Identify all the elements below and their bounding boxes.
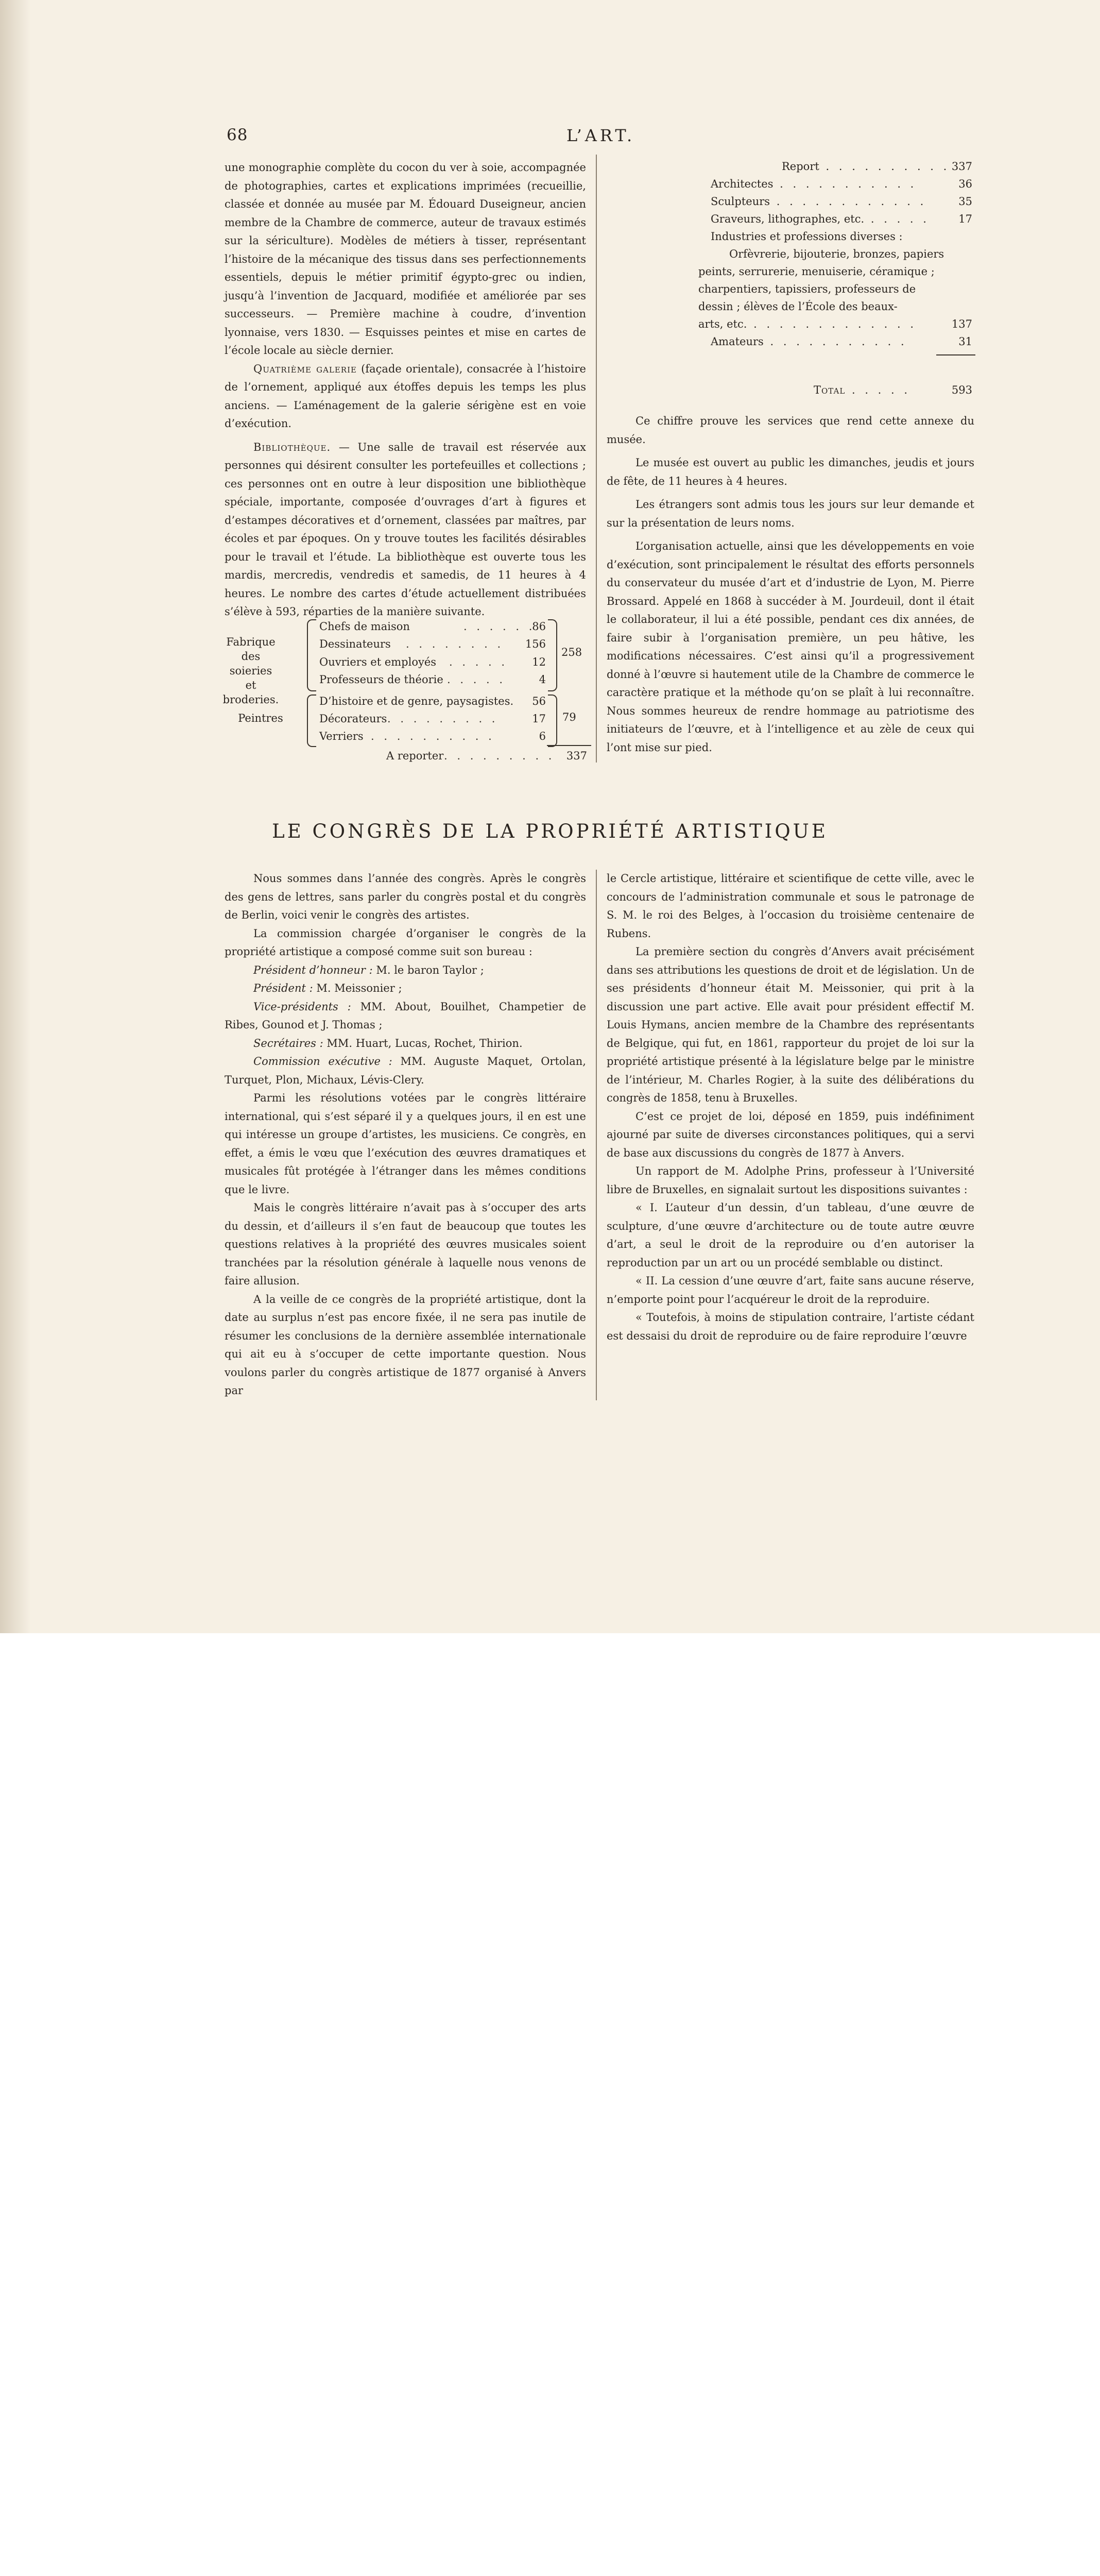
leader-dots: . . . . . . . . . . bbox=[819, 160, 950, 173]
list-row bbox=[711, 333, 907, 350]
list-row bbox=[711, 245, 944, 263]
paragraph: La commission chargée d’organiser le congrès de la propriété artistique a composé comme suit son bureau : bbox=[225, 927, 586, 958]
left-brace bbox=[307, 694, 316, 747]
paragraph: C’est ce projet de loi, déposé en 1859, puis indéfiniment ajourné par suite de diverses circonstances politiques, qui a servi de base aux discussions du congrès de 1877 à Anvers. bbox=[607, 1110, 974, 1159]
group-label-peintres: Peintres bbox=[238, 712, 283, 724]
lead-in: Bibliothèque. bbox=[253, 440, 331, 453]
paragraph: le Cercle artistique, littéraire et scientifique de cette ville, avec le concours de l’administration communale et sous le patronage de S. M. le roi des Belges, à l’occasion du troisième centenaire de Rubens. bbox=[607, 872, 974, 940]
row-label: Professeurs de théorie bbox=[319, 673, 443, 686]
section-title: LE CONGRÈS DE LA PROPRIÉTÉ ARTISTIQUE bbox=[272, 820, 828, 842]
row-label: Orfèvrerie, bijouterie, bronzes, papiers bbox=[729, 248, 944, 260]
row-label: Ouvriers et employés bbox=[319, 656, 437, 668]
column-divider bbox=[596, 870, 597, 1400]
list-row bbox=[711, 193, 926, 210]
bottom-right-column bbox=[607, 870, 974, 1345]
paragraph: Mais le congrès littéraire n’avait pas à s’occuper des arts du dessin, et d’ailleurs il s’en faut de beaucoup que toutes les questions relatives à la propriété des œuvres musicales soient tranchées par la résolution générale à laquelle nous venons de faire allusion. bbox=[225, 1201, 586, 1287]
row-label: Total bbox=[814, 384, 846, 396]
list-row bbox=[782, 158, 950, 175]
row-label: arts, etc. bbox=[698, 318, 747, 330]
paragraph: Nous sommes dans l’année des congrès. Après le congrès des gens de lettres, sans parler du congrès postal et du congrès de Berlin, voici venir le congrès des artistes. bbox=[225, 872, 586, 921]
paragraph-text: — Une salle de travail est réservée aux personnes qui désirent consulter les portefeuilles et collections ; ces personnes ont en outre à leur disposition une bibliothèque spéciale, importante, composée d’ouvrages d’art à figures et d’estampes décoratives et d’ornement, classées par maîtres, par écoles et par époques. On y trouve toutes les facilités désirables pour le travail et l’étude. La bibliothèque est ouverte tous les mardis, mercredis, vendredis et samedis, de 11 heures à 4 heures. Le nombre des cartes d’étude actuellement distribuées s’élève à 593, réparties de la manière suivante. bbox=[225, 440, 586, 618]
page-edge-shadow bbox=[0, 0, 31, 1633]
row-label: Chefs de maison bbox=[319, 620, 410, 633]
row-label: A reporter bbox=[386, 750, 444, 762]
paragraph: Ce chiffre prouve les services que rend cette annexe du musée. bbox=[607, 415, 974, 446]
row-label: charpentiers, tapissiers, professeurs de bbox=[698, 283, 916, 295]
leader-dots: . . . . . . . . . . bbox=[371, 730, 495, 742]
leader-dots: . . . . . bbox=[845, 384, 911, 396]
leader-dots: . . . . . . . . . bbox=[387, 713, 499, 725]
paragraph bbox=[225, 1035, 586, 1053]
row-value: 56 bbox=[532, 695, 546, 707]
bottom-left-column bbox=[225, 870, 586, 1400]
row-label: peints, serrurerie, menuiserie, céramique ; bbox=[698, 265, 935, 278]
top-left-column bbox=[225, 159, 586, 621]
group-label-soieries: Fabrique des soieries et broderies. bbox=[222, 636, 279, 706]
row-value: 86 bbox=[532, 620, 546, 633]
leader-dots: . . . . . . . . . bbox=[444, 750, 555, 762]
paragraph bbox=[225, 360, 586, 433]
list-row bbox=[711, 228, 903, 245]
row-value: 137 bbox=[951, 318, 972, 330]
row-label: Amateurs bbox=[711, 335, 764, 348]
paragraph-text: M. le baron Taylor ; bbox=[372, 963, 484, 976]
paragraph: Le musée est ouvert au public les dimanches, jeudis et jours de fête, de 11 heures à 4 heures. bbox=[607, 456, 974, 487]
row-value: 36 bbox=[958, 178, 972, 190]
top-right-column bbox=[607, 412, 974, 757]
leader-dots: . . . . . . . . . . . bbox=[773, 178, 917, 190]
paragraph-text: MM. About, Bouilhet, Champetier de Ribes, Gounod et J. Thomas ; bbox=[225, 1000, 587, 1031]
row-value: 4 bbox=[539, 673, 546, 686]
list-row bbox=[698, 280, 916, 298]
row-label: Architectes bbox=[711, 178, 774, 190]
leader-dots: . . . . . . . . . . . . . bbox=[747, 318, 917, 330]
row-value: 337 bbox=[566, 750, 587, 762]
leader-dots: . . . . . bbox=[864, 213, 930, 225]
paragraph: « I. L’auteur d’un dessin, d’un tableau, d’une œuvre de sculpture, d’une œuvre d’architecture ou de toute autre œuvre d’art, a seul le droit de la reproduire ou d’en autoriser la reproduction par un art ou un procédé semblable ou distinct. bbox=[607, 1201, 974, 1269]
row-label: Report bbox=[782, 160, 819, 173]
row-value: 6 bbox=[539, 730, 546, 742]
row-value: 17 bbox=[532, 713, 546, 725]
paragraph bbox=[225, 438, 586, 621]
paragraph bbox=[225, 1053, 586, 1089]
row-value: 35 bbox=[958, 195, 972, 208]
row-value: 156 bbox=[525, 638, 546, 650]
paragraph bbox=[225, 961, 586, 980]
row-label: Graveurs, lithographes, etc. bbox=[711, 213, 865, 225]
paragraph: Les étrangers sont admis tous les jours sur leur demande et sur la présentation de leurs noms. bbox=[607, 498, 974, 529]
leader-dots: . . . . . . . . bbox=[406, 638, 504, 650]
paragraph-text: MM. Auguste Maquet, Ortolan, Turquet, Plon, Michaux, Lévis-Clery. bbox=[225, 1055, 586, 1086]
row-value: 593 bbox=[951, 384, 972, 396]
paragraph: « II. La cession d’une œuvre d’art, faite sans aucune réserve, n’emporte point pour l’acquéreur le droit de la reproduire. bbox=[607, 1275, 974, 1306]
paragraph bbox=[225, 998, 586, 1035]
page-number: 68 bbox=[227, 126, 248, 144]
paragraph-text: (façade orientale), consacrée à l’histoire de l’ornement, appliqué aux étoffes depuis les temps les plus anciens. — L’aménagement de la galerie sérigène est en voie d’exécution. bbox=[225, 362, 586, 430]
footer-bar bbox=[0, 1633, 1100, 1724]
leader-dots: . . . . . . bbox=[463, 620, 536, 633]
paragraph: La première section du congrès d’Anvers avait précisément dans ses attributions les questions de droit et de législation. Un de ses présidents d’honneur était M. Meissonier, qui prit à la discussion une part active. Elle avait pour président effectif M. Louis Hymans, ancien membre de la Chambre des représentants de Belgique, qui fut, en 1861, rapporteur du projet de loi sur la propriété artistique présenté à la législature belge par le ministre de l’intérieur, M. Charles Rogier, à la suite des délibérations du congrès de 1858, tenu à Bruxelles. bbox=[607, 945, 974, 1104]
right-brace bbox=[548, 694, 557, 747]
row-value: 17 bbox=[958, 213, 972, 225]
lead-in: Vice-présidents : bbox=[253, 1000, 351, 1013]
row-value: 337 bbox=[951, 160, 972, 173]
lead-in: Commission exécutive : bbox=[253, 1055, 392, 1067]
list-row bbox=[698, 298, 898, 315]
row-label: Décorateurs bbox=[319, 713, 387, 725]
row-value: 12 bbox=[532, 656, 546, 668]
paragraph-text: M. Meissonier ; bbox=[313, 982, 402, 994]
paragraph-text: MM. Huart, Lucas, Rochet, Thirion. bbox=[323, 1037, 523, 1049]
group-total: 258 bbox=[561, 646, 582, 658]
left-brace bbox=[307, 619, 316, 691]
lead-in: Secrétaires : bbox=[253, 1037, 323, 1049]
lead-in: Président d’honneur : bbox=[253, 963, 373, 976]
leader-dots: . . . . . bbox=[447, 673, 506, 686]
row-label: dessin ; élèves de l’École des beaux- bbox=[698, 300, 898, 313]
lead-in: Quatrième galerie bbox=[253, 362, 357, 375]
right-brace bbox=[548, 619, 557, 691]
row-label: Dessinateurs bbox=[319, 638, 391, 650]
list-row bbox=[698, 263, 935, 280]
row-label: D’histoire et de genre, paysagistes. bbox=[319, 695, 514, 707]
paragraph: L’organisation actuelle, ainsi que les développements en voie d’exécution, sont principalement le résultat des efforts personnels du conservateur du musée d’art et d’industrie de Lyon, M. Pierre Brossard. Appelé en 1868 à succéder à M. Jourdeuil, dont il était le collaborateur, il lui a été possible, pendant ces dix années, de faire subir à l’organisation première, un peu hâtive, les modifications nécessaires. C’est ainsi qu’il a progressivement donné à l’œuvre si hautement utile de la Chambre de commerce le caractère pratique et la méthode qu’on se plaît à lui reconnaître. Nous sommes heureux de rendre hommage au patriotisme des initiateurs de l’œuvre, et à l’intelligence et au zèle de ceux qui l’ont mise sur pied. bbox=[607, 540, 974, 754]
row-label: Industries et professions diverses : bbox=[711, 230, 903, 243]
list-row bbox=[698, 315, 917, 333]
list-row bbox=[711, 210, 930, 228]
paragraph: Un rapport de M. Adolphe Prins, professeur à l’Université libre de Bruxelles, en signalait surtout les dispositions suivantes : bbox=[607, 1165, 974, 1196]
paragraph bbox=[225, 979, 586, 998]
lead-in: Président : bbox=[253, 982, 313, 994]
list-row bbox=[711, 175, 917, 193]
running-title: L’ART. bbox=[566, 126, 635, 145]
row-label: Verriers bbox=[319, 730, 364, 742]
leader-dots: . . . . . bbox=[449, 656, 508, 668]
paragraph: une monographie complète du cocon du ver à soie, accompagnée de photographies, cartes et explications imprimées (recueillie, classée et donnée au musée par M. Édouard Duseigneur, ancien membre de la Chambre de commerce, auteur de travaux estimés sur la sériculture). Modèles de métiers à tisser, représentant l’histoire de la mécanique des tissus dans ses perfectionnements essentiels, depuis le métier primitif égypto-grec ou indien, jusqu’à l’invention de Jacquard, modifiée et améliorée par ses successeurs. — Première machine à coudre, d’invention lyonnaise, vers 1830. — Esquisses peintes et mise en cartes de l’école locale au siècle dernier. bbox=[225, 161, 586, 357]
leader-dots: . . . . . . . . . . . bbox=[763, 335, 907, 348]
sum-rule bbox=[547, 745, 591, 746]
sum-rule bbox=[936, 354, 975, 355]
group-total: 79 bbox=[562, 711, 576, 723]
leader-dots: . . . . . . . . . . . . bbox=[770, 195, 927, 208]
paragraph: A la veille de ce congrès de la propriété artistique, dont la date au surplus n’est pas encore fixée, il ne sera pas inutile de résumer les conclusions de la dernière assemblée internationale qui ait eu à s’occuper de cette importante question. Nous voulons parler du congrès artistique de 1877 organisé à Anvers par bbox=[225, 1293, 586, 1397]
paragraph: Parmi les résolutions votées par le congrès littéraire international, qui s’est séparé il y a quelques jours, il en est une qui intéresse un groupe d’artistes, les musiciens. Ce congrès, en effet, a émis le vœu que l’exécution des œuvres dramatiques et musicales fût protégée à l’étranger dans les mêmes conditions que le livre. bbox=[225, 1092, 586, 1196]
row-label: Sculpteurs bbox=[711, 195, 770, 208]
paragraph: « Toutefois, à moins de stipulation contraire, l’artiste cédant est dessaisi du droit de reproduire ou de faire reproduire l’œuvre bbox=[607, 1311, 974, 1342]
total-row bbox=[814, 381, 910, 399]
column-divider bbox=[596, 155, 597, 762]
row-value: 31 bbox=[958, 335, 972, 348]
